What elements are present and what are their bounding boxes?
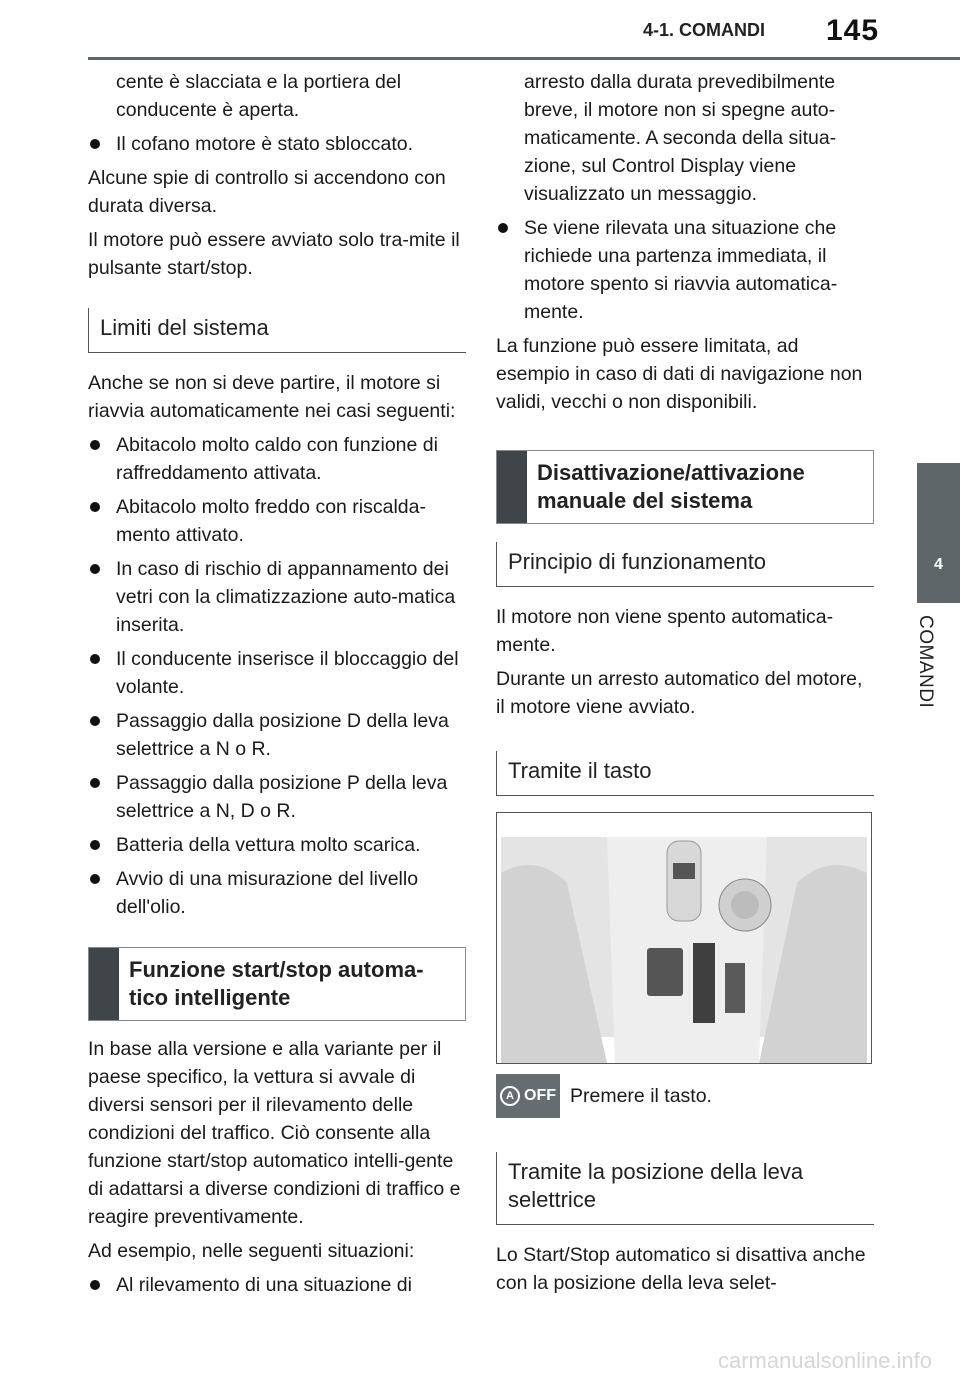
chapter-number: 4 (934, 556, 943, 573)
list-item: Il conducente inserisce il bloccaggio del volante. (88, 645, 466, 701)
bullet-list (88, 130, 466, 158)
list-item: Abitacolo molto freddo con riscalda-mento attivato. (88, 493, 466, 549)
bullet-icon (90, 564, 100, 574)
heading-text: Funzione start/stop automa-tico intelligente (129, 957, 424, 1010)
heading-disattivazione (496, 450, 874, 524)
bullet-icon (90, 502, 100, 512)
paragraph: Anche se non si deve partire, il motore si riavvia automaticamente nei casi seguenti: (88, 372, 456, 422)
bullet-icon (90, 716, 100, 726)
left-column (88, 68, 466, 1305)
list-item: Passaggio dalla posizione P della leva selettrice a N, D o R. (88, 769, 466, 825)
button-label: OFF (524, 1087, 556, 1104)
limits-list (88, 431, 466, 921)
bullet-icon (90, 778, 100, 788)
paragraph: Ad esempio, nelle seguenti situazioni: (88, 1240, 415, 1262)
heading-funzione (88, 947, 466, 1021)
center-console-illustration (496, 812, 872, 1064)
bullet-icon (90, 139, 100, 149)
paragraph: Durante un arresto automatico del motore, il motore viene avviato. (496, 668, 863, 718)
list-item: Il cofano motore è stato sbloccato. (88, 130, 466, 158)
list-item: Al rilevamento di una situazione di (88, 1271, 466, 1299)
bullet-icon (90, 840, 100, 850)
watermark: carmanualsonline.info (717, 1348, 932, 1373)
bullet-icon (498, 223, 508, 233)
heading-limiti: Limiti del sistema (88, 308, 466, 353)
bullet-icon (90, 874, 100, 884)
aoff-row (496, 1074, 874, 1118)
heading-principio: Principio di funzionamento (496, 542, 874, 587)
list-item: Batteria della vettura molto scarica. (88, 831, 466, 859)
heading-bar (89, 948, 119, 1020)
auto-start-stop-icon: A (500, 1086, 520, 1106)
list-item: Avvio di una misurazione del livello dell'olio. (88, 865, 466, 921)
list-item: In caso di rischio di appannamento dei vetri con la climatizzazione auto-matica inserita. (88, 555, 466, 639)
header-rule (88, 57, 960, 60)
paragraph: cente è slacciata e la portiera del conducente è aperta. (116, 71, 402, 121)
paragraph: La funzione può essere limitata, ad esempio in caso di dati di navigazione non validi, vecchi o non disponibili. (496, 335, 863, 413)
chapter-name-vertical (914, 615, 958, 725)
bullet-list (496, 214, 874, 326)
heading-tasto: Tramite il tasto (496, 751, 874, 796)
paragraph: Premere il tasto. (570, 1085, 712, 1107)
auto-start-stop-button[interactable] (496, 1074, 560, 1118)
console-drawing (497, 813, 871, 1063)
paragraph: arresto dalla durata prevedibilmente breve, il motore non si spegne auto-maticamente. A seconda della situa-zione, sul Control Display viene visualizzato un messaggio. (524, 71, 837, 205)
chapter-tab (917, 463, 960, 603)
bullet-icon (90, 440, 100, 450)
paragraph: Lo Start/Stop automatico si disattiva anche con la posizione della leva selet- (496, 1244, 866, 1294)
list-item: Abitacolo molto caldo con funzione di raffreddamento attivata. (88, 431, 466, 487)
heading-text: Disattivazione/attivazione manuale del sistema (537, 460, 805, 513)
bullet-icon (90, 654, 100, 664)
list-item: Passaggio dalla posizione D della leva selettrice a N o R. (88, 707, 466, 763)
section-label: 4-1. COMANDI (643, 20, 766, 40)
page-number: 145 (826, 14, 880, 47)
heading-leva: Tramite la posizione della leva selettrice (496, 1152, 874, 1225)
list-item: Se viene rilevata una situazione che richiede una partenza immediata, il motore spento si riavvia automatica-mente. (496, 214, 874, 326)
paragraph: Il motore non viene spento automatica-mente. (496, 606, 834, 656)
paragraph: Il motore può essere avviato solo tra-mite il pulsante start/stop. (88, 229, 460, 279)
chapter-name: COMANDI (915, 615, 936, 709)
bullet-icon (90, 1280, 100, 1290)
paragraph: Alcune spie di controllo si accendono con durata diversa. (88, 167, 446, 217)
paragraph: In base alla versione e alla variante per il paese specifico, la vettura si avvale di diversi sensori per il rilevamento delle condizioni del traffico. Ciò consente alla funzione start/stop automatico intelli-gente di adattarsi a diverse condizioni di traffico e reagire preventivamente. (88, 1038, 461, 1228)
right-column (496, 68, 874, 1303)
bullet-list (88, 1271, 466, 1299)
heading-bar (497, 451, 527, 523)
